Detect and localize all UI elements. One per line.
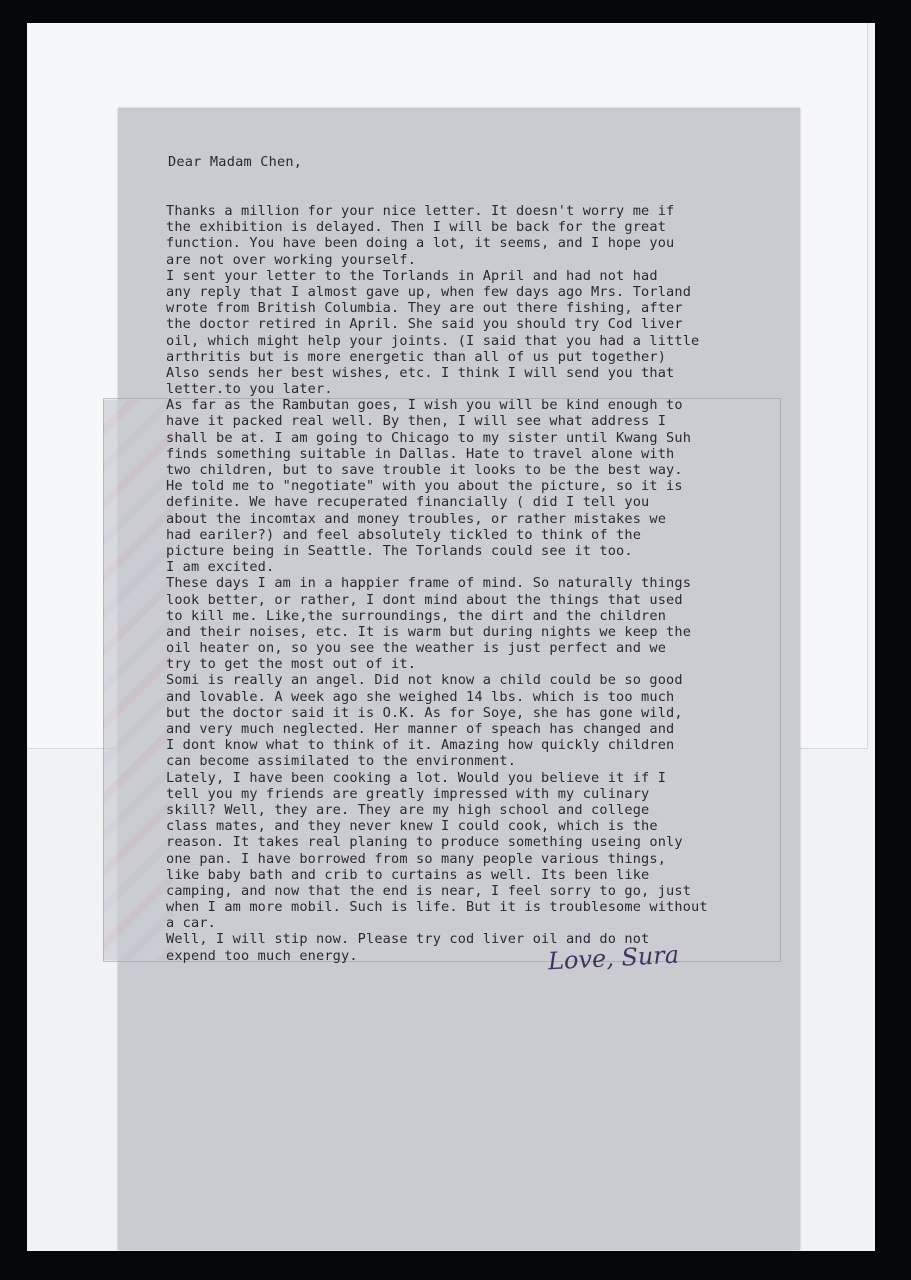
letter-line: expend too much energy. bbox=[166, 947, 358, 964]
letter-line: picture being in Seattle. The Torlands could see it too. bbox=[166, 542, 633, 559]
letter-line: can become assimilated to the environment. bbox=[166, 753, 517, 770]
letter-line: a car. bbox=[166, 915, 217, 932]
letter-line: are not over working yourself. bbox=[166, 251, 417, 268]
letter-line: and very much neglected. Her manner of speach has changed and bbox=[166, 721, 675, 737]
letter-line: skill? Well, they are. They are my high school and college bbox=[166, 801, 650, 818]
letter-line: Well, I will stip now. Please try cod liver oil and do not bbox=[166, 931, 650, 948]
letter-line: about the incomtax and money troubles, or rather mistakes we bbox=[166, 510, 667, 527]
letter-line: class mates, and they never knew I could cook, which is the bbox=[166, 818, 658, 835]
letter-line: I am excited. bbox=[166, 559, 275, 576]
letter-line: Thanks a million for your nice letter. It doesn't worry me if bbox=[166, 203, 675, 219]
letter-line: look better, or rather, I dont mind about the things that used bbox=[166, 591, 683, 608]
letter-line: like baby bath and crib to curtains as well. Its been like bbox=[166, 866, 650, 883]
letter-line: when I am more mobil. Such is life. But it is troublesome without bbox=[166, 899, 708, 916]
letter-line: I sent your letter to the Torlands in April and had not had bbox=[166, 267, 658, 284]
letter-line: shall be at. I am going to Chicago to my sister until Kwang Suh bbox=[166, 429, 692, 446]
letter-line: Lately, I have been cooking a lot. Would you believe it if I bbox=[166, 769, 667, 786]
letter-line: one pan. I have borrowed from so many people various things, bbox=[166, 850, 667, 867]
letter-line: and lovable. A week ago she weighed 14 lbs. which is too much bbox=[166, 688, 675, 705]
letter-line: arthritis but is more energetic than all of us put together) bbox=[166, 348, 667, 365]
letter-line: try to get the most out of it. bbox=[166, 656, 417, 673]
letter-line: any reply that I almost gave up, when few days ago Mrs. Torland bbox=[166, 283, 692, 300]
letter-line: the exhibition is delayed. Then I will be back for the great bbox=[166, 219, 667, 236]
letter-line: have it packed real well. By then, I will see what address I bbox=[166, 413, 667, 430]
letter-line: oil, which might help your joints. (I said that you had a little bbox=[166, 332, 700, 349]
letter-line: He told me to "negotiate" with you about the picture, so it is bbox=[166, 478, 683, 495]
letter-line: but the doctor said it is O.K. As for Soye, she has gone wild, bbox=[166, 704, 683, 721]
letter-line: camping, and now that the end is near, I feel sorry to go, just bbox=[166, 882, 692, 899]
letter-line: the doctor retired in April. She said you should try Cod liver bbox=[166, 316, 683, 333]
letter-line: reason. It takes real planing to produce something useing only bbox=[166, 834, 683, 851]
letter-line: letter.to you later. bbox=[166, 381, 333, 398]
letter-line: Also sends her best wishes, etc. I think I will send you that bbox=[166, 364, 675, 381]
letter-line: oil heater on, so you see the weather is just perfect and we bbox=[166, 640, 667, 657]
letter-line: had eariler?) and feel absolutely tickled to think of the bbox=[166, 526, 642, 543]
letter-line: to kill me. Like,the surroundings, the dirt and the children bbox=[166, 607, 667, 624]
letter-body bbox=[166, 203, 786, 964]
letter-line: As far as the Rambutan goes, I wish you will be kind enough to bbox=[166, 397, 683, 414]
letter-line: definite. We have recuperated financially ( did I tell you bbox=[166, 494, 650, 511]
letter-salutation: Dear Madam Chen, bbox=[168, 154, 303, 170]
letter-line: wrote from British Columbia. They are out there fishing, after bbox=[166, 300, 683, 317]
letter-line: finds something suitable in Dallas. Hate to travel alone with bbox=[166, 445, 675, 462]
letter-line: two children, but to save trouble it looks to be the best way. bbox=[166, 462, 683, 478]
letter-line: I dont know what to think of it. Amazing how quickly children bbox=[166, 737, 675, 754]
letter-line: These days I am in a happier frame of mind. So naturally things bbox=[166, 575, 692, 592]
letter-line: and their noises, etc. It is warm but during nights we keep the bbox=[166, 623, 692, 640]
letter-line: function. You have been doing a lot, it seems, and I hope you bbox=[166, 235, 675, 252]
handwritten-signature: Love, Sura bbox=[547, 940, 680, 976]
letter-line: tell you my friends are greatly impressed with my culinary bbox=[166, 785, 650, 802]
letter-line: Somi is really an angel. Did not know a child could be so good bbox=[166, 672, 683, 689]
